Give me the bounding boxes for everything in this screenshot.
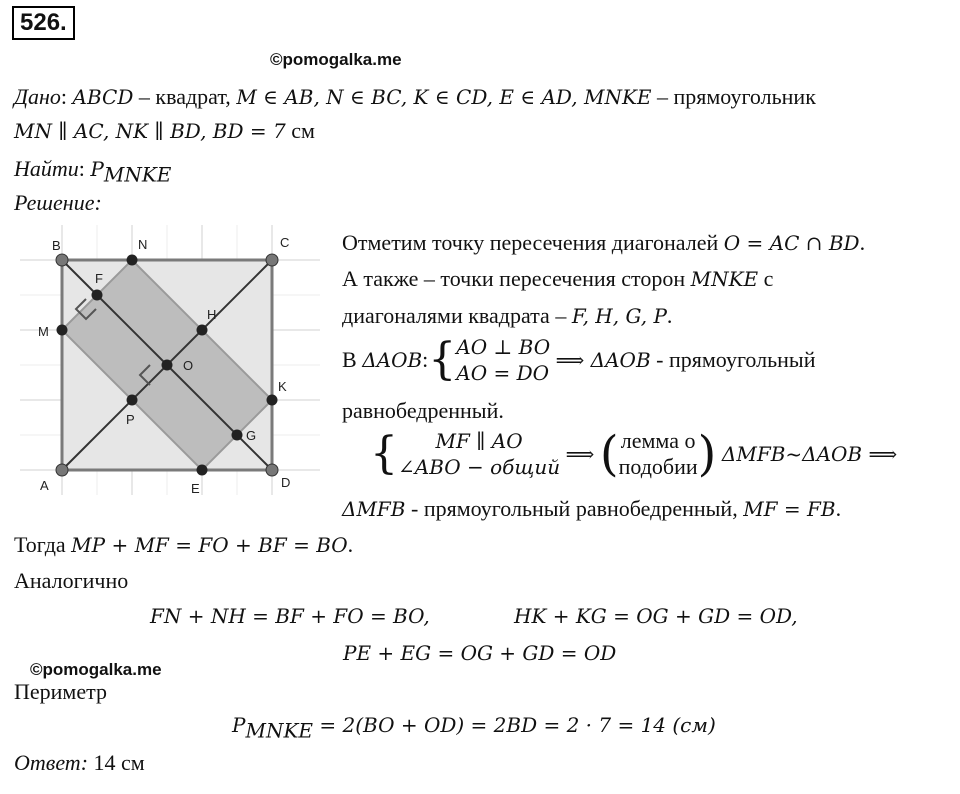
label-c: C [280,235,290,250]
solution-label: Решение: [14,190,102,215]
label-d: D [281,475,291,490]
label-b: B [52,238,61,253]
right-line-3: диагоналями квадрата – F, H, G, P. [342,303,673,328]
find-label: Найти [14,156,79,181]
label-m: M [38,324,49,339]
label-g: G [246,428,257,443]
right-line-6: { MF ∥ AO ∠ABO − общий ⟹ (лемма о подобии) ΔMFB~ΔAOB ⟹ [370,426,898,482]
equation-1: FN + NH = BF + FO = BO, [150,604,430,628]
right-line-1: Отметим точку пересечения диагоналей O = AC ∩ BD. [342,230,866,255]
right-line-4: В ΔAOB:{AO ⊥ BO AO = DO ⟹ ΔAOB - прямоугольный [342,334,816,385]
system-2: MF ∥ AO ∠ABO − общий [398,429,561,479]
label-e: E [191,481,200,495]
geometry-figure [20,225,320,495]
lemma-note: лемма о подобии [618,428,698,479]
label-a: A [40,478,49,493]
answer-value: 14 см [88,750,145,775]
answer-label: Ответ: [14,750,89,775]
equation-3: PE + EG = OG + GD = OD [343,641,617,665]
given-line-2: MN ∥ AC, NK ∥ BD, BD = 7 см [14,118,315,143]
problem-number: 526. [12,6,75,40]
then-line: Тогда MP + MF = FO + BF = BO. [14,532,354,557]
given-label: Дано [14,84,61,109]
given-line-1: Дано: ABCD – квадрат, M ∈ AB, N ∈ BC, K ∈ CD, E ∈ AD, MNKE – прямоугольник [14,84,816,109]
perimeter-label: Периметр [14,679,107,704]
right-line-7: ΔMFB - прямоугольный равнобедренный, MF = FB. [342,496,842,521]
label-o: O [183,358,194,373]
system-1: AO ⊥ BO AO = DO [456,335,551,385]
watermark-bottom: ©pomogalka.me [30,660,162,679]
label-k: K [278,379,287,394]
right-line-2: А также – точки пересечения сторон MNKE с [342,266,774,291]
label-n: N [138,237,148,252]
watermark-top: ©pomogalka.me [270,50,402,69]
answer-line [14,750,145,776]
right-line-5: равнобедренный. [342,398,504,423]
equation-2: HK + KG = OG + GD = OD, [514,604,798,628]
label-h: H [207,307,217,322]
find-line: Найти: $P_{MNKE}$ [14,156,172,187]
label-f: F [95,271,103,286]
label-p: P [126,412,135,427]
perimeter-equation: $P_{MNKE} = 2(BO + OD) = 2BD = 2 \cdot 7 = 14$ (см) [232,713,716,743]
similarly-label: Аналогично [14,568,129,593]
